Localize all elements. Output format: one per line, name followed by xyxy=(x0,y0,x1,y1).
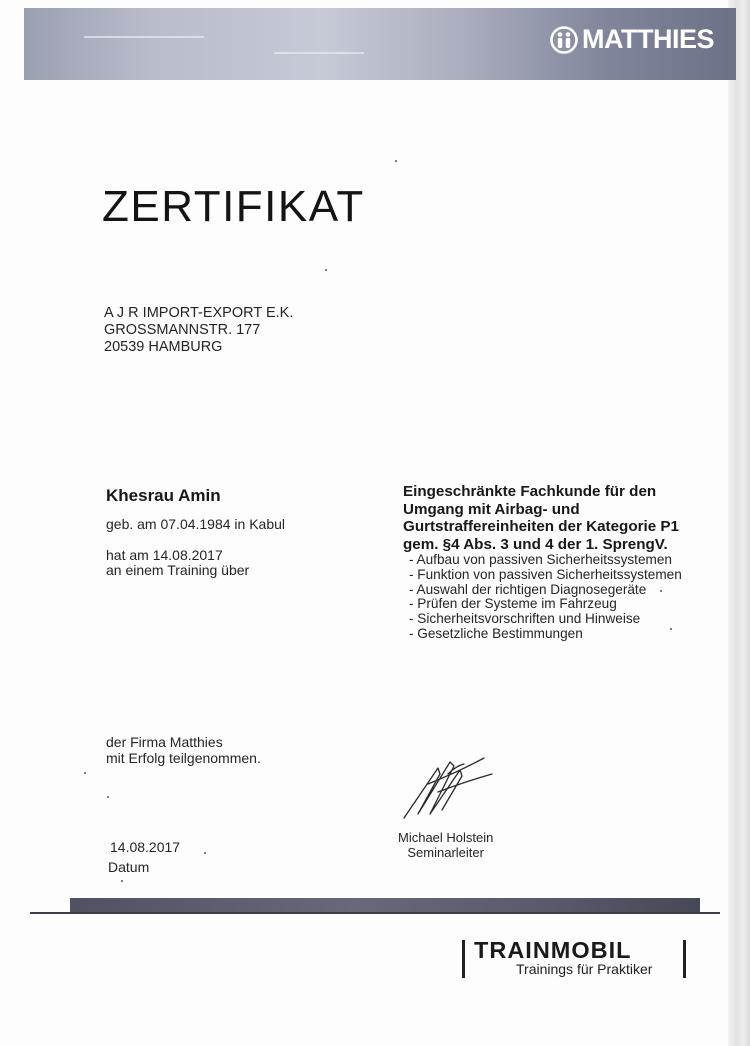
participant-name: Khesrau Amin xyxy=(106,486,221,505)
scan-speck xyxy=(84,772,86,774)
company-name: A J R IMPORT-EXPORT E.K. xyxy=(104,305,294,321)
completion-result: mit Erfolg teilgenommen. xyxy=(106,749,261,766)
logo-bar-right xyxy=(683,940,686,978)
date-label: Datum xyxy=(108,859,150,875)
course-topic: - Aufbau von passiven Sicherheitssystemen xyxy=(409,552,672,567)
course-title xyxy=(403,483,723,553)
course-title-line: Gurtstraffereinheiten der Kategorie P1 xyxy=(403,518,679,535)
page-edge xyxy=(728,0,750,1046)
scan-speck xyxy=(325,269,327,271)
course-topic: - Funktion von passiven Sicherheitssystemen xyxy=(409,566,682,582)
scan-speck xyxy=(107,796,109,798)
signer-block xyxy=(398,830,493,860)
logo-bar-left xyxy=(462,940,465,978)
course-topic: - Prüfen der Systeme im Fahrzeug xyxy=(409,596,617,612)
footer-rule xyxy=(30,912,720,914)
course-topic: - Sicherheitsvorschriften und Hinweise xyxy=(409,611,641,627)
course-topics xyxy=(403,553,723,642)
trainmobil-tagline: Trainings für Praktiker xyxy=(516,961,653,977)
company-city: 20539 HAMBURG xyxy=(104,339,223,355)
certificate-title: ZERTIFIKAT xyxy=(102,182,365,231)
completion-company: der Firma Matthies xyxy=(106,734,223,750)
trainmobil-logo xyxy=(462,936,688,980)
signer-name: Michael Holstein xyxy=(398,830,494,845)
scan-speck xyxy=(204,852,206,854)
training-topic-line: an einem Training über xyxy=(106,562,250,578)
course-block xyxy=(403,483,723,642)
trainmobil-wordmark: TRAINMOBIL xyxy=(474,937,632,963)
company-address xyxy=(104,305,293,356)
footer-band xyxy=(70,898,700,912)
training-statement xyxy=(106,548,249,578)
course-title-line: gem. §4 Abs. 3 und 4 der 1. SprengV. xyxy=(403,535,668,553)
course-title-line: Eingeschränkte Fachkunde für den xyxy=(403,483,657,500)
course-topic: - Gesetzliche Bestimmungen xyxy=(409,625,583,641)
signature-scribble xyxy=(398,744,498,824)
scan-speck xyxy=(660,590,662,592)
completion-statement xyxy=(106,735,261,766)
matthies-logo xyxy=(549,24,714,55)
scan-speck xyxy=(121,880,123,882)
participant-birth: geb. am 07.04.1984 in Kabul xyxy=(106,516,286,532)
signer-role: Seminarleiter xyxy=(407,845,484,860)
brand-name: MATTHIES xyxy=(582,24,714,54)
scan-speck xyxy=(670,628,672,630)
issue-date: 14.08.2017 xyxy=(110,839,181,855)
company-street: GROSSMANNSTR. 177 xyxy=(104,322,261,338)
scan-speck xyxy=(395,160,397,162)
course-topic: - Auswahl der richtigen Diagnosegeräte xyxy=(409,581,647,597)
header-band xyxy=(24,8,736,80)
matthies-logo-icon xyxy=(549,25,579,55)
training-date-line: hat am 14.08.2017 xyxy=(106,547,223,563)
course-title-line: Umgang mit Airbag- und xyxy=(403,500,580,518)
